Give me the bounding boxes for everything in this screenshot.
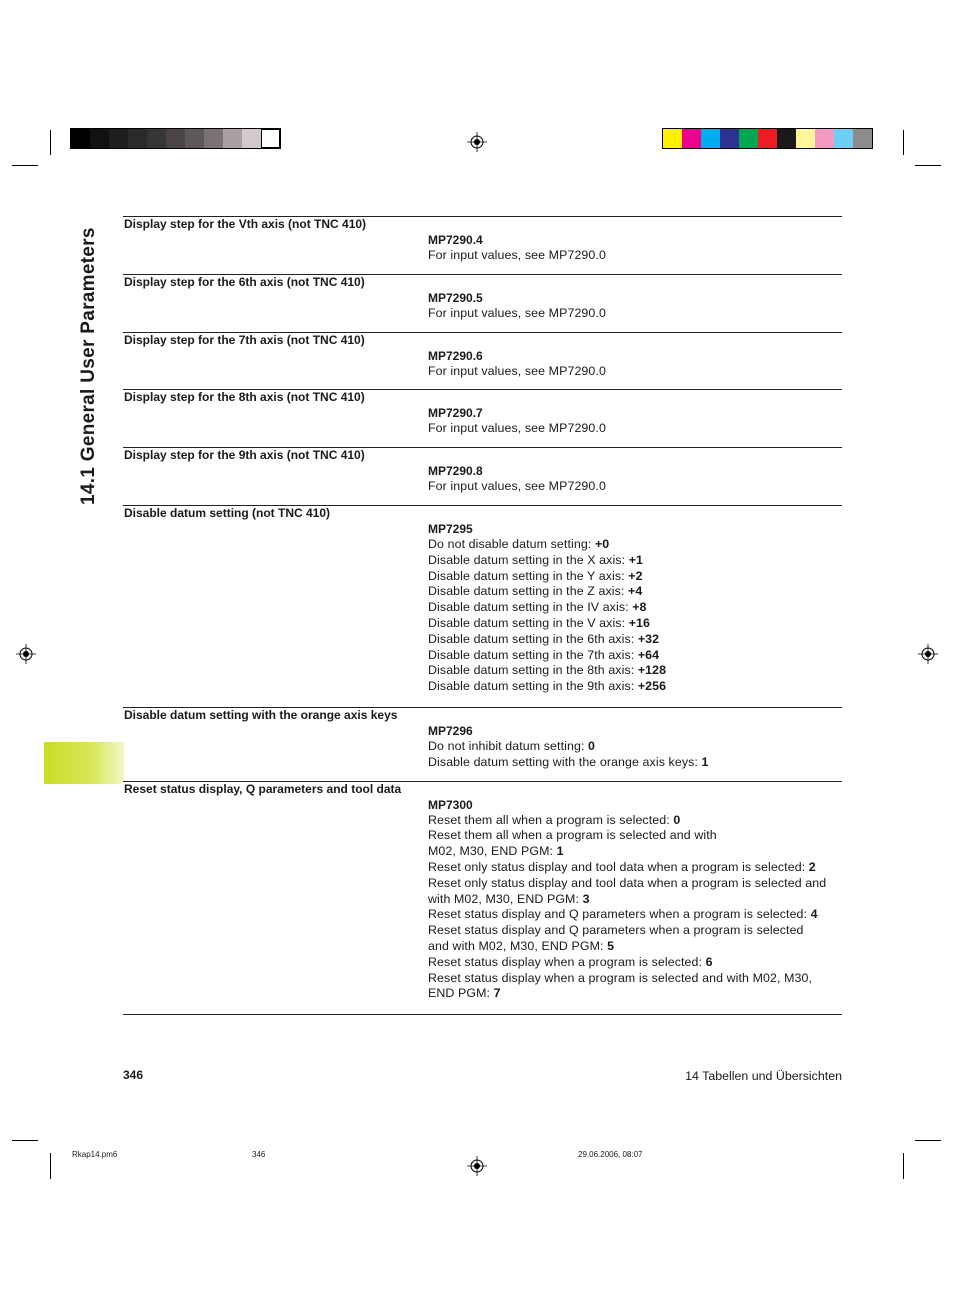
parameter-values bbox=[428, 364, 848, 380]
value-description: Do not disable datum setting: bbox=[428, 537, 595, 551]
parameter-values bbox=[428, 537, 848, 695]
value-line bbox=[428, 553, 848, 569]
value-code: 0 bbox=[673, 812, 681, 827]
value-code: 5 bbox=[607, 938, 615, 953]
crop-mark bbox=[12, 165, 38, 166]
value-code: 6 bbox=[705, 954, 713, 969]
value-code: +2 bbox=[628, 568, 643, 583]
color-swatch bbox=[223, 129, 242, 148]
slug-filename: Rkap14.pm6 bbox=[72, 1150, 118, 1159]
value-description: Disable datum setting in the 7th axis: bbox=[428, 647, 638, 662]
value-description: For input values, see MP7290.0 bbox=[428, 363, 606, 378]
color-swatch bbox=[663, 129, 682, 148]
value-code: 2 bbox=[808, 859, 816, 874]
value-description: Reset status display when a program is selected and with M02, M30, bbox=[428, 970, 813, 985]
value-line bbox=[428, 755, 848, 771]
color-swatch bbox=[109, 129, 128, 148]
color-swatch bbox=[261, 129, 280, 148]
value-code: +8 bbox=[632, 600, 647, 615]
value-line bbox=[428, 569, 848, 585]
value-description: Reset status display and Q parameters when a program is selected bbox=[428, 923, 804, 938]
color-swatch bbox=[701, 129, 720, 148]
value-line bbox=[428, 955, 848, 971]
value-line bbox=[428, 364, 848, 380]
value-description: Disable datum setting in the Y axis: bbox=[428, 568, 629, 583]
value-code: +1 bbox=[628, 552, 644, 567]
crop-mark bbox=[915, 165, 941, 166]
value-description: Disable datum setting with the orange axis keys: bbox=[428, 754, 702, 769]
value-description: For input values, see MP7290.0 bbox=[428, 305, 606, 320]
value-line bbox=[428, 907, 848, 923]
parameter-label: Disable datum setting (not TNC 410) bbox=[124, 506, 331, 520]
chapter-footer: 14 Tabellen und Übersichten bbox=[685, 1069, 842, 1083]
crop-mark bbox=[50, 1153, 51, 1179]
color-swatch bbox=[242, 129, 261, 148]
value-line bbox=[428, 616, 848, 632]
value-line bbox=[428, 632, 848, 648]
color-swatch bbox=[739, 129, 758, 148]
parameter-values bbox=[428, 739, 848, 771]
color-swatch bbox=[166, 129, 185, 148]
value-code: 7 bbox=[493, 986, 501, 1001]
value-description: Reset only status display and tool data when a program is selected: bbox=[428, 859, 809, 874]
value-line bbox=[428, 679, 848, 695]
page-number: 346 bbox=[123, 1068, 144, 1082]
value-code: +16 bbox=[628, 615, 651, 630]
value-code: 3 bbox=[582, 891, 590, 906]
value-description: Disable datum setting in the X axis: bbox=[428, 552, 629, 567]
slug-page: 346 bbox=[252, 1150, 266, 1159]
parameter-values bbox=[428, 306, 848, 322]
parameter-label: Display step for the 6th axis (not TNC 410) bbox=[124, 274, 365, 289]
registration-mark-icon bbox=[467, 1156, 487, 1176]
color-swatch bbox=[834, 129, 853, 148]
parameter-values bbox=[428, 421, 848, 437]
value-line bbox=[428, 306, 848, 322]
slug-date: 29.06.2006, 08:07 bbox=[578, 1150, 643, 1159]
machine-parameter-id: MP7290.4 bbox=[428, 233, 483, 247]
value-line bbox=[428, 939, 848, 955]
value-line bbox=[428, 584, 848, 600]
value-code: +256 bbox=[637, 679, 667, 694]
value-line bbox=[428, 600, 848, 616]
table-bottom-rule bbox=[123, 1014, 842, 1015]
parameter-label: Display step for the Vth axis (not TNC 410) bbox=[124, 217, 367, 231]
value-line bbox=[428, 813, 848, 829]
value-code: +32 bbox=[637, 631, 660, 646]
value-description: Disable datum setting in the V axis: bbox=[428, 615, 629, 630]
value-line bbox=[428, 828, 848, 844]
color-swatch bbox=[682, 129, 701, 148]
value-description: Disable datum setting in the 8th axis: bbox=[428, 663, 638, 678]
color-swatch bbox=[147, 129, 166, 148]
registration-mark-icon bbox=[16, 644, 36, 664]
color-swatch bbox=[90, 129, 109, 148]
value-description: For input values, see MP7290.0 bbox=[428, 421, 606, 436]
color-swatch bbox=[777, 129, 796, 148]
value-line bbox=[428, 892, 848, 908]
color-swatch bbox=[758, 129, 777, 148]
machine-parameter-id: MP7300 bbox=[428, 797, 473, 812]
machine-parameter-id: MP7290.7 bbox=[428, 406, 483, 421]
value-line bbox=[428, 739, 848, 755]
grey-color-bar bbox=[70, 128, 281, 149]
value-code: 0 bbox=[588, 739, 596, 753]
registration-mark-icon bbox=[467, 132, 487, 152]
value-description: Reset status display when a program is selected: bbox=[428, 954, 706, 969]
color-swatch bbox=[815, 129, 834, 148]
value-description: and with M02, M30, END PGM: bbox=[428, 938, 608, 953]
parameter-values bbox=[428, 813, 848, 1003]
value-description: Reset them all when a program is selected and with bbox=[428, 828, 717, 843]
machine-parameter-id: MP7296 bbox=[428, 724, 473, 738]
color-swatch bbox=[720, 129, 739, 148]
value-description: Disable datum setting in the 6th axis: bbox=[428, 631, 638, 646]
parameter-values bbox=[428, 248, 848, 264]
parameter-label: Display step for the 7th axis (not TNC 410) bbox=[124, 332, 365, 347]
value-line bbox=[428, 421, 848, 437]
crop-mark bbox=[915, 1140, 941, 1141]
value-code: +128 bbox=[637, 663, 667, 678]
value-line bbox=[428, 923, 848, 939]
chapter-side-title: 14.1 General User Parameters bbox=[78, 227, 99, 505]
value-code: 1 bbox=[556, 844, 564, 859]
value-description: Do not inhibit datum setting: bbox=[428, 739, 589, 753]
color-swatch bbox=[853, 129, 872, 148]
color-swatch bbox=[71, 129, 90, 148]
registration-mark-icon bbox=[918, 644, 938, 664]
value-code: +64 bbox=[637, 647, 660, 662]
value-line bbox=[428, 860, 848, 876]
value-description: Reset them all when a program is selected: bbox=[428, 812, 674, 827]
value-description: Reset only status display and tool data when a program is selected and bbox=[428, 875, 827, 890]
value-description: END PGM: bbox=[428, 986, 494, 1001]
value-code: 4 bbox=[810, 907, 818, 922]
crop-mark bbox=[903, 130, 904, 155]
machine-parameter-id: MP7295 bbox=[428, 522, 473, 536]
value-line bbox=[428, 663, 848, 679]
value-description: For input values, see MP7290.0 bbox=[428, 479, 606, 494]
value-code: +0 bbox=[594, 537, 610, 551]
parameter-label: Reset status display, Q parameters and tool data bbox=[124, 781, 402, 796]
value-line bbox=[428, 971, 848, 987]
value-description: M02, M30, END PGM: bbox=[428, 844, 557, 859]
crop-mark bbox=[50, 130, 51, 155]
parameter-label: Display step for the 8th axis (not TNC 410) bbox=[124, 390, 365, 405]
value-description: Reset status display and Q parameters when a program is selected: bbox=[428, 907, 811, 922]
value-description: with M02, M30, END PGM: bbox=[428, 891, 583, 906]
value-line bbox=[428, 876, 848, 892]
value-description: Disable datum setting in the Z axis: bbox=[428, 584, 628, 599]
parameter-values bbox=[428, 479, 848, 495]
value-line bbox=[428, 537, 848, 553]
value-description: For input values, see MP7290.0 bbox=[428, 248, 606, 262]
machine-parameter-id: MP7290.6 bbox=[428, 348, 483, 363]
process-color-bar bbox=[662, 128, 873, 149]
value-description: Disable datum setting in the IV axis: bbox=[428, 600, 633, 615]
machine-parameter-id: MP7290.8 bbox=[428, 464, 483, 479]
value-description: Disable datum setting in the 9th axis: bbox=[428, 679, 638, 694]
color-swatch bbox=[796, 129, 815, 148]
value-code: +4 bbox=[627, 584, 643, 599]
value-line bbox=[428, 986, 848, 1002]
value-code: 1 bbox=[701, 754, 709, 769]
crop-mark bbox=[12, 1140, 38, 1141]
value-line bbox=[428, 248, 848, 264]
parameter-label: Display step for the 9th axis (not TNC 410) bbox=[124, 448, 365, 463]
value-line bbox=[428, 844, 848, 860]
parameter-label: Disable datum setting with the orange axis keys bbox=[124, 708, 398, 722]
color-swatch bbox=[204, 129, 223, 148]
value-line bbox=[428, 479, 848, 495]
machine-parameter-id: MP7290.5 bbox=[428, 290, 483, 305]
color-swatch bbox=[128, 129, 147, 148]
crop-mark bbox=[903, 1153, 904, 1179]
value-line bbox=[428, 648, 848, 664]
chapter-thumb-tab bbox=[44, 742, 124, 784]
color-swatch bbox=[185, 129, 204, 148]
